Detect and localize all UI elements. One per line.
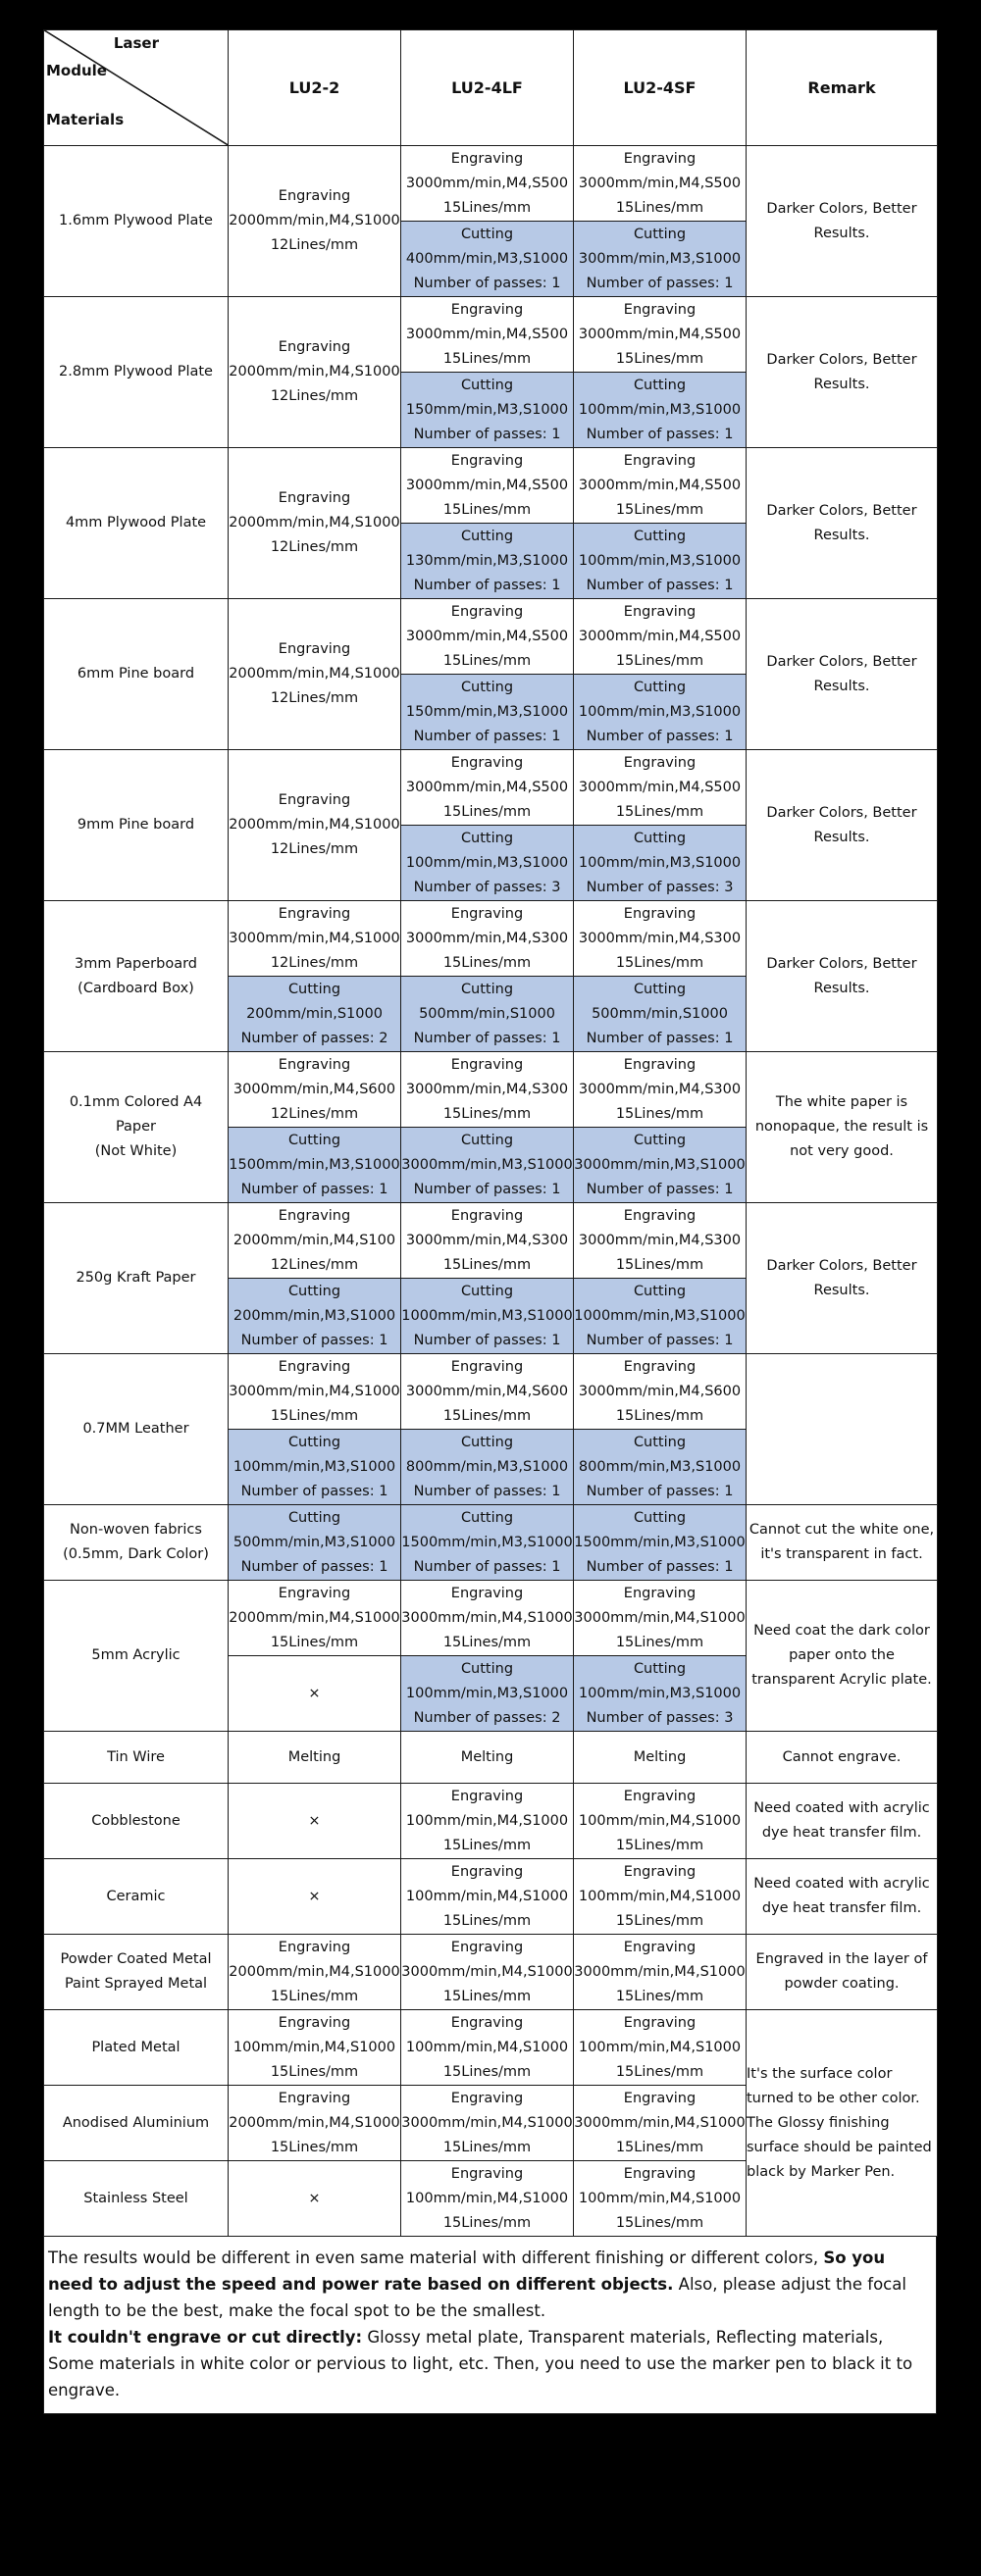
remark-cell: Darker Colors, Better Results. bbox=[747, 901, 938, 1052]
material-cell: Tin Wire bbox=[44, 1732, 229, 1784]
lu2-4lf-engraving: Engraving 3000mm/min,M4,S500 15Lines/mm bbox=[401, 448, 574, 524]
module-label: Module bbox=[46, 62, 107, 79]
materials-label: Materials bbox=[46, 111, 125, 128]
material-cell: 250g Kraft Paper bbox=[44, 1203, 229, 1354]
lu2-2-cutting: Cutting 500mm/min,M3,S1000 Number of passes: 1 bbox=[229, 1505, 401, 1581]
table-row bbox=[44, 599, 938, 675]
table-row bbox=[44, 1052, 938, 1128]
lu2-2-not-supported: × bbox=[229, 1859, 401, 1935]
lu2-4sf-engraving: Engraving 3000mm/min,M4,S1000 15Lines/mm bbox=[574, 2086, 747, 2161]
material-cell: Plated Metal bbox=[44, 2010, 229, 2086]
remark-cell: Cannot engrave. bbox=[747, 1732, 938, 1784]
table-row bbox=[44, 1203, 938, 1279]
remark-cell: Need coat the dark color paper onto the transparent Acrylic plate. bbox=[747, 1581, 938, 1732]
remark-cell: Darker Colors, Better Results. bbox=[747, 750, 938, 901]
remark-cell: Darker Colors, Better Results. bbox=[747, 599, 938, 750]
lu2-4sf-cutting: Cutting 800mm/min,M3,S1000 Number of passes: 1 bbox=[574, 1430, 747, 1505]
laser-label: Laser bbox=[113, 34, 159, 52]
note-paragraph-2: It couldn't engrave or cut directly: Glossy metal plate, Transparent materials, Reflecting materials, Some materials in white color or pervious to light, etc. Then, you need to use the marker pen to black it to engrave. bbox=[48, 2328, 913, 2399]
note-paragraph-1: The results would be different in even same material with different finishing or different colors, So you need to adjust the speed and power rate based on different objects. Also, please adjust the focal length to be the best, make the focal spot to be the smallest. bbox=[48, 2248, 906, 2320]
lu2-2-engraving: Engraving 2000mm/min,M4,S1000 15Lines/mm bbox=[229, 2086, 401, 2161]
lu2-4lf-engraving: Engraving 3000mm/min,M4,S300 15Lines/mm bbox=[401, 901, 574, 977]
lu2-2-engraving: Engraving 100mm/min,M4,S1000 15Lines/mm bbox=[229, 2010, 401, 2086]
remark-cell: Engraved in the layer of powder coating. bbox=[747, 1935, 938, 2010]
material-cell: Ceramic bbox=[44, 1859, 229, 1935]
table-row bbox=[44, 1732, 938, 1784]
lu2-2-not-supported: × bbox=[229, 2161, 401, 2237]
lu2-2-engraving: Engraving 2000mm/min,M4,S1000 15Lines/mm bbox=[229, 1581, 401, 1656]
lu2-4sf-cutting: Cutting 100mm/min,M3,S1000 Number of passes: 1 bbox=[574, 373, 747, 448]
col-header-remark: Remark bbox=[747, 30, 938, 146]
lu2-4lf-cutting: Cutting 150mm/min,M3,S1000 Number of passes: 1 bbox=[401, 675, 574, 750]
material-cell: Cobblestone bbox=[44, 1784, 229, 1859]
lu2-2-setting: Engraving 2000mm/min,M4,S1000 12Lines/mm bbox=[229, 146, 401, 297]
lu2-4sf-cutting: Cutting 100mm/min,M3,S1000 Number of passes: 3 bbox=[574, 1656, 747, 1732]
lu2-4lf-engraving: Engraving 3000mm/min,M4,S1000 15Lines/mm bbox=[401, 1581, 574, 1656]
material-cell: 4mm Plywood Plate bbox=[44, 448, 229, 599]
table-row bbox=[44, 1581, 938, 1656]
lu2-4sf-engraving: Engraving 100mm/min,M4,S1000 15Lines/mm bbox=[574, 1784, 747, 1859]
lu2-4sf-engraving: Engraving 100mm/min,M4,S1000 15Lines/mm bbox=[574, 2010, 747, 2086]
lu2-4lf-engraving: Engraving 100mm/min,M4,S1000 15Lines/mm bbox=[401, 2161, 574, 2237]
lu2-2-setting: Melting bbox=[229, 1732, 401, 1784]
lu2-4sf-engraving: Engraving 3000mm/min,M4,S1000 15Lines/mm bbox=[574, 1935, 747, 2010]
lu2-4sf-engraving: Engraving 3000mm/min,M4,S300 15Lines/mm bbox=[574, 1203, 747, 1279]
lu2-4lf-cutting: Cutting 400mm/min,M3,S1000 Number of passes: 1 bbox=[401, 222, 574, 297]
lu2-4sf-engraving: Engraving 3000mm/min,M4,S500 15Lines/mm bbox=[574, 750, 747, 826]
lu2-4sf-cutting: Cutting 500mm/min,S1000 Number of passes: 1 bbox=[574, 977, 747, 1052]
col-header-lu2-2: LU2-2 bbox=[229, 30, 401, 146]
lu2-4sf-engraving: Engraving 3000mm/min,M4,S500 15Lines/mm bbox=[574, 146, 747, 222]
lu2-4lf-engraving: Engraving 3000mm/min,M4,S500 15Lines/mm bbox=[401, 750, 574, 826]
lu2-2-cutting: Cutting 100mm/min,M3,S1000 Number of passes: 1 bbox=[229, 1430, 401, 1505]
lu2-4lf-cutting: Cutting 100mm/min,M3,S1000 Number of passes: 3 bbox=[401, 826, 574, 901]
lu2-4sf-engraving: Engraving 3000mm/min,M4,S300 15Lines/mm bbox=[574, 1052, 747, 1128]
lu2-4lf-engraving: Engraving 3000mm/min,M4,S500 15Lines/mm bbox=[401, 599, 574, 675]
settings-sheet bbox=[43, 29, 937, 2414]
lu2-4lf-engraving: Engraving 3000mm/min,M4,S300 15Lines/mm bbox=[401, 1203, 574, 1279]
lu2-4sf-engraving: Engraving 100mm/min,M4,S1000 15Lines/mm bbox=[574, 1859, 747, 1935]
lu2-4lf-cutting: Cutting 130mm/min,M3,S1000 Number of passes: 1 bbox=[401, 524, 574, 599]
lu2-2-not-supported: × bbox=[229, 1784, 401, 1859]
lu2-2-engraving: Engraving 2000mm/min,M4,S100 12Lines/mm bbox=[229, 1203, 401, 1279]
lu2-4sf-engraving: Engraving 3000mm/min,M4,S300 15Lines/mm bbox=[574, 901, 747, 977]
lu2-2-engraving: Engraving 3000mm/min,M4,S1000 15Lines/mm bbox=[229, 1354, 401, 1430]
lu2-4sf-cutting: Cutting 1500mm/min,M3,S1000 Number of passes: 1 bbox=[574, 1505, 747, 1581]
table-row bbox=[44, 1784, 938, 1859]
remark-cell: Darker Colors, Better Results. bbox=[747, 297, 938, 448]
remark-cell: Need coated with acrylic dye heat transfer film. bbox=[747, 1859, 938, 1935]
lu2-4sf-cutting: Cutting 300mm/min,M3,S1000 Number of passes: 1 bbox=[574, 222, 747, 297]
lu2-2-engraving: Engraving 3000mm/min,M4,S600 12Lines/mm bbox=[229, 1052, 401, 1128]
table-row bbox=[44, 1354, 938, 1430]
lu2-4lf-cutting: Cutting 100mm/min,M3,S1000 Number of passes: 2 bbox=[401, 1656, 574, 1732]
material-cell: 1.6mm Plywood Plate bbox=[44, 146, 229, 297]
lu2-4lf-setting: Melting bbox=[401, 1732, 574, 1784]
remark-cell: Darker Colors, Better Results. bbox=[747, 146, 938, 297]
lu2-4lf-engraving: Engraving 100mm/min,M4,S1000 15Lines/mm bbox=[401, 2010, 574, 2086]
lu2-2-engraving: Engraving 3000mm/min,M4,S1000 12Lines/mm bbox=[229, 901, 401, 977]
table-row bbox=[44, 750, 938, 826]
remark-cell: Need coated with acrylic dye heat transfer film. bbox=[747, 1784, 938, 1859]
lu2-2-cutting: Cutting 200mm/min,M3,S1000 Number of passes: 1 bbox=[229, 1279, 401, 1354]
lu2-4sf-engraving: Engraving 100mm/min,M4,S1000 15Lines/mm bbox=[574, 2161, 747, 2237]
lu2-2-not-supported: × bbox=[229, 1656, 401, 1732]
lu2-4lf-engraving: Engraving 3000mm/min,M4,S500 15Lines/mm bbox=[401, 297, 574, 373]
material-cell: Non-woven fabrics (0.5mm, Dark Color) bbox=[44, 1505, 229, 1581]
material-cell: Powder Coated Metal Paint Sprayed Metal bbox=[44, 1935, 229, 2010]
lu2-2-setting: Engraving 2000mm/min,M4,S1000 12Lines/mm bbox=[229, 297, 401, 448]
lu2-2-setting: Engraving 2000mm/min,M4,S1000 12Lines/mm bbox=[229, 750, 401, 901]
material-cell: 2.8mm Plywood Plate bbox=[44, 297, 229, 448]
material-cell: 5mm Acrylic bbox=[44, 1581, 229, 1732]
lu2-4sf-engraving: Engraving 3000mm/min,M4,S500 15Lines/mm bbox=[574, 448, 747, 524]
lu2-4sf-cutting: Cutting 1000mm/min,M3,S1000 Number of passes: 1 bbox=[574, 1279, 747, 1354]
lu2-4lf-cutting: Cutting 1500mm/min,M3,S1000 Number of passes: 1 bbox=[401, 1505, 574, 1581]
remark-cell: The white paper is nonopaque, the result is not very good. bbox=[747, 1052, 938, 1203]
table-row bbox=[44, 1935, 938, 2010]
lu2-4sf-engraving: Engraving 3000mm/min,M4,S600 15Lines/mm bbox=[574, 1354, 747, 1430]
corner-header bbox=[44, 30, 229, 146]
material-cell: Anodised Aluminium bbox=[44, 2086, 229, 2161]
table-row bbox=[44, 448, 938, 524]
material-cell: 0.1mm Colored A4 Paper (Not White) bbox=[44, 1052, 229, 1203]
col-header-lu2-4lf: LU2-4LF bbox=[401, 30, 574, 146]
lu2-4lf-engraving: Engraving 100mm/min,M4,S1000 15Lines/mm bbox=[401, 1859, 574, 1935]
lu2-4sf-cutting: Cutting 3000mm/min,M3,S1000 Number of passes: 1 bbox=[574, 1128, 747, 1203]
lu2-4sf-cutting: Cutting 100mm/min,M3,S1000 Number of passes: 1 bbox=[574, 524, 747, 599]
lu2-2-engraving: Engraving 2000mm/min,M4,S1000 15Lines/mm bbox=[229, 1935, 401, 2010]
lu2-2-setting: Engraving 2000mm/min,M4,S1000 12Lines/mm bbox=[229, 448, 401, 599]
material-cell: 9mm Pine board bbox=[44, 750, 229, 901]
lu2-4lf-cutting: Cutting 1000mm/min,M3,S1000 Number of passes: 1 bbox=[401, 1279, 574, 1354]
remark-cell: Darker Colors, Better Results. bbox=[747, 448, 938, 599]
notes-section bbox=[43, 2237, 937, 2414]
table-row bbox=[44, 1505, 938, 1581]
lu2-4sf-engraving: Engraving 3000mm/min,M4,S500 15Lines/mm bbox=[574, 297, 747, 373]
lu2-4lf-engraving: Engraving 3000mm/min,M4,S1000 15Lines/mm bbox=[401, 2086, 574, 2161]
lu2-4sf-engraving: Engraving 3000mm/min,M4,S1000 15Lines/mm bbox=[574, 1581, 747, 1656]
lu2-4sf-engraving: Engraving 3000mm/min,M4,S500 15Lines/mm bbox=[574, 599, 747, 675]
lu2-4sf-cutting: Cutting 100mm/min,M3,S1000 Number of passes: 1 bbox=[574, 675, 747, 750]
lu2-4lf-engraving: Engraving 3000mm/min,M4,S500 15Lines/mm bbox=[401, 146, 574, 222]
col-header-lu2-4sf: LU2-4SF bbox=[574, 30, 747, 146]
material-cell: 3mm Paperboard (Cardboard Box) bbox=[44, 901, 229, 1052]
header-row bbox=[44, 30, 938, 146]
laser-settings-table bbox=[43, 29, 938, 2237]
lu2-4lf-cutting: Cutting 800mm/min,M3,S1000 Number of passes: 1 bbox=[401, 1430, 574, 1505]
table-row bbox=[44, 901, 938, 977]
lu2-4lf-cutting: Cutting 3000mm/min,M3,S1000 Number of passes: 1 bbox=[401, 1128, 574, 1203]
remark-cell: Darker Colors, Better Results. bbox=[747, 1203, 938, 1354]
lu2-4lf-cutting: Cutting 500mm/min,S1000 Number of passes: 1 bbox=[401, 977, 574, 1052]
lu2-4lf-engraving: Engraving 3000mm/min,M4,S600 15Lines/mm bbox=[401, 1354, 574, 1430]
material-cell: 0.7MM Leather bbox=[44, 1354, 229, 1505]
lu2-2-setting: Engraving 2000mm/min,M4,S1000 12Lines/mm bbox=[229, 599, 401, 750]
table-row bbox=[44, 297, 938, 373]
metal-remark-cell: It's the surface color turned to be other color. The Glossy finishing surface should be painted black by Marker Pen. bbox=[747, 2010, 938, 2237]
remark-cell: Cannot cut the white one, it's transparent in fact. bbox=[747, 1505, 938, 1581]
lu2-4lf-engraving: Engraving 3000mm/min,M4,S1000 15Lines/mm bbox=[401, 1935, 574, 2010]
lu2-4sf-setting: Melting bbox=[574, 1732, 747, 1784]
lu2-4sf-cutting: Cutting 100mm/min,M3,S1000 Number of passes: 3 bbox=[574, 826, 747, 901]
lu2-4lf-engraving: Engraving 100mm/min,M4,S1000 15Lines/mm bbox=[401, 1784, 574, 1859]
lu2-2-cutting: Cutting 1500mm/min,M3,S1000 Number of passes: 1 bbox=[229, 1128, 401, 1203]
lu2-4lf-cutting: Cutting 150mm/min,M3,S1000 Number of passes: 1 bbox=[401, 373, 574, 448]
remark-cell-empty bbox=[747, 1354, 938, 1505]
lu2-4lf-engraving: Engraving 3000mm/min,M4,S300 15Lines/mm bbox=[401, 1052, 574, 1128]
material-cell: Stainless Steel bbox=[44, 2161, 229, 2237]
table-row bbox=[44, 1859, 938, 1935]
table-row bbox=[44, 146, 938, 222]
table-row bbox=[44, 2010, 938, 2086]
material-cell: 6mm Pine board bbox=[44, 599, 229, 750]
lu2-2-cutting: Cutting 200mm/min,S1000 Number of passes: 2 bbox=[229, 977, 401, 1052]
